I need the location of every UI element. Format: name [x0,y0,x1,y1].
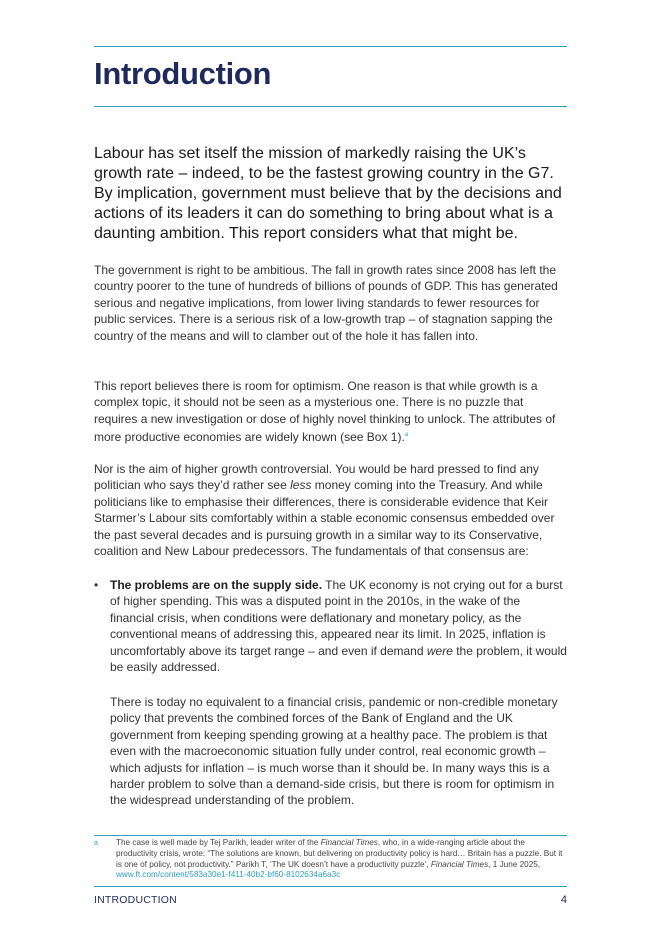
top-rule [94,46,567,47]
paragraph-2-text: This report believes there is room for optimism. One reason is that while growth is a complex topic, it should not be seen as a mysterious one. There is no puzzle that requires a new investigation or dose of highly novel thinking to unlock. The attributes of more productive economies are widely known (see Box 1). [94,379,556,445]
footnote-text-c: , 1 June 2025, [488,859,541,869]
footnote-rule [94,835,567,836]
footnote-publication-1: Financial Times [320,838,378,847]
bullet-item [110,577,567,675]
page-number: 4 [560,894,567,906]
bullet-marker: • [94,578,99,592]
paragraph-3-text-b: money coming into the Treasury. And while politicians like to emphasise their differences, there is considerable evidence that Keir Starmer’s Labour sits comfortably within a stable economic consensus embedded over the past several decades and is pursuing growth in a similar way to its Conservative, coalition and New Labour predecessors. The fundamentals of that consensus are: [94,478,555,559]
body-paragraph-2 [94,378,567,446]
footnote-reference[interactable]: a [404,432,409,439]
body-paragraph-3 [94,461,567,559]
footnote-text-a: The case is well made by Tej Parikh, leader writer of the [116,838,321,847]
bullet-paragraph-2: There is today no equivalent to a financial crisis, pandemic or non-credible monetary policy that prevents the combined forces of the Bank of England and the UK government from keeping spending growing at a healthy pace. The problem is that even with the macroeconomic situation fully under control, real economic growth – which adjusts for inflation – is much worse than it should be. In many ways this is a harder problem to solve than a demand-side crisis, but there is room for optimism in the widespread understanding of the problem. [110,695,558,808]
footnote-publication-2: Financial Times [430,859,489,869]
bullet-text-b: the problem, it would be easily addressed. [110,643,567,675]
body-paragraph-1: The government is right to be ambitious. The fall in growth rates since 2008 has left the country poorer to the tune of hundreds of billions of pounds of GDP. This has generated serious and negative implications, from lower living standards to fewer resources for public services. There is a serious risk of a low-growth trap – of stagnation sapping the country of the means and will to clamber out of the hole it has fallen into. [94,263,558,343]
bullet-list [94,577,567,675]
footer-rule [94,886,567,887]
bullet-heading: The problems are on the supply side. [110,578,323,592]
bullet-emphasis: were [426,643,453,658]
footer-section-label: INTRODUCTION [94,894,177,906]
bullet-text-a: The UK economy is not crying out for a burst of higher spending. This was a disputed point in the 2010s, in the wake of the financial crisis, when conditions were deflationary and monetary policy, as the conventional means of addressing this, appeared near its limit. In 2025, inflation is uncomfortably above its target range – and even if demand [110,578,563,658]
footnote-text-b: , who, in a wide-ranging article about the productivity crisis, wrote: “The solutions are known, but delivering on productivity policy is hard… Britain has a puzzle. But it is one of policy, not productivity.” Parikh T, ‘The UK doesn’t have a productivity puzzle’, [116,838,563,869]
paragraph-3-text-a: Nor is the aim of higher growth controversial. You would be hard pressed to find any politician who says they’d rather see [94,462,539,493]
footnote-link[interactable]: www.ft.com/content/583a30e1-f411-40b2-bf60-8102634a6a3c [116,870,341,880]
paragraph-3-emphasis: less [290,478,312,493]
lead-paragraph: Labour has set itself the mission of markedly raising the UK’s growth rate – indeed, to be the fastest growing country in the G7. By implication, government must believe that by the decisions and actions of its leaders it can do something to bring about what is a daunting ambition. This report considers what that might be. [94,145,562,242]
page-title: Introduction [94,56,272,91]
footnote-marker: a [94,840,98,847]
title-underline [94,106,567,107]
footnote [116,838,567,881]
